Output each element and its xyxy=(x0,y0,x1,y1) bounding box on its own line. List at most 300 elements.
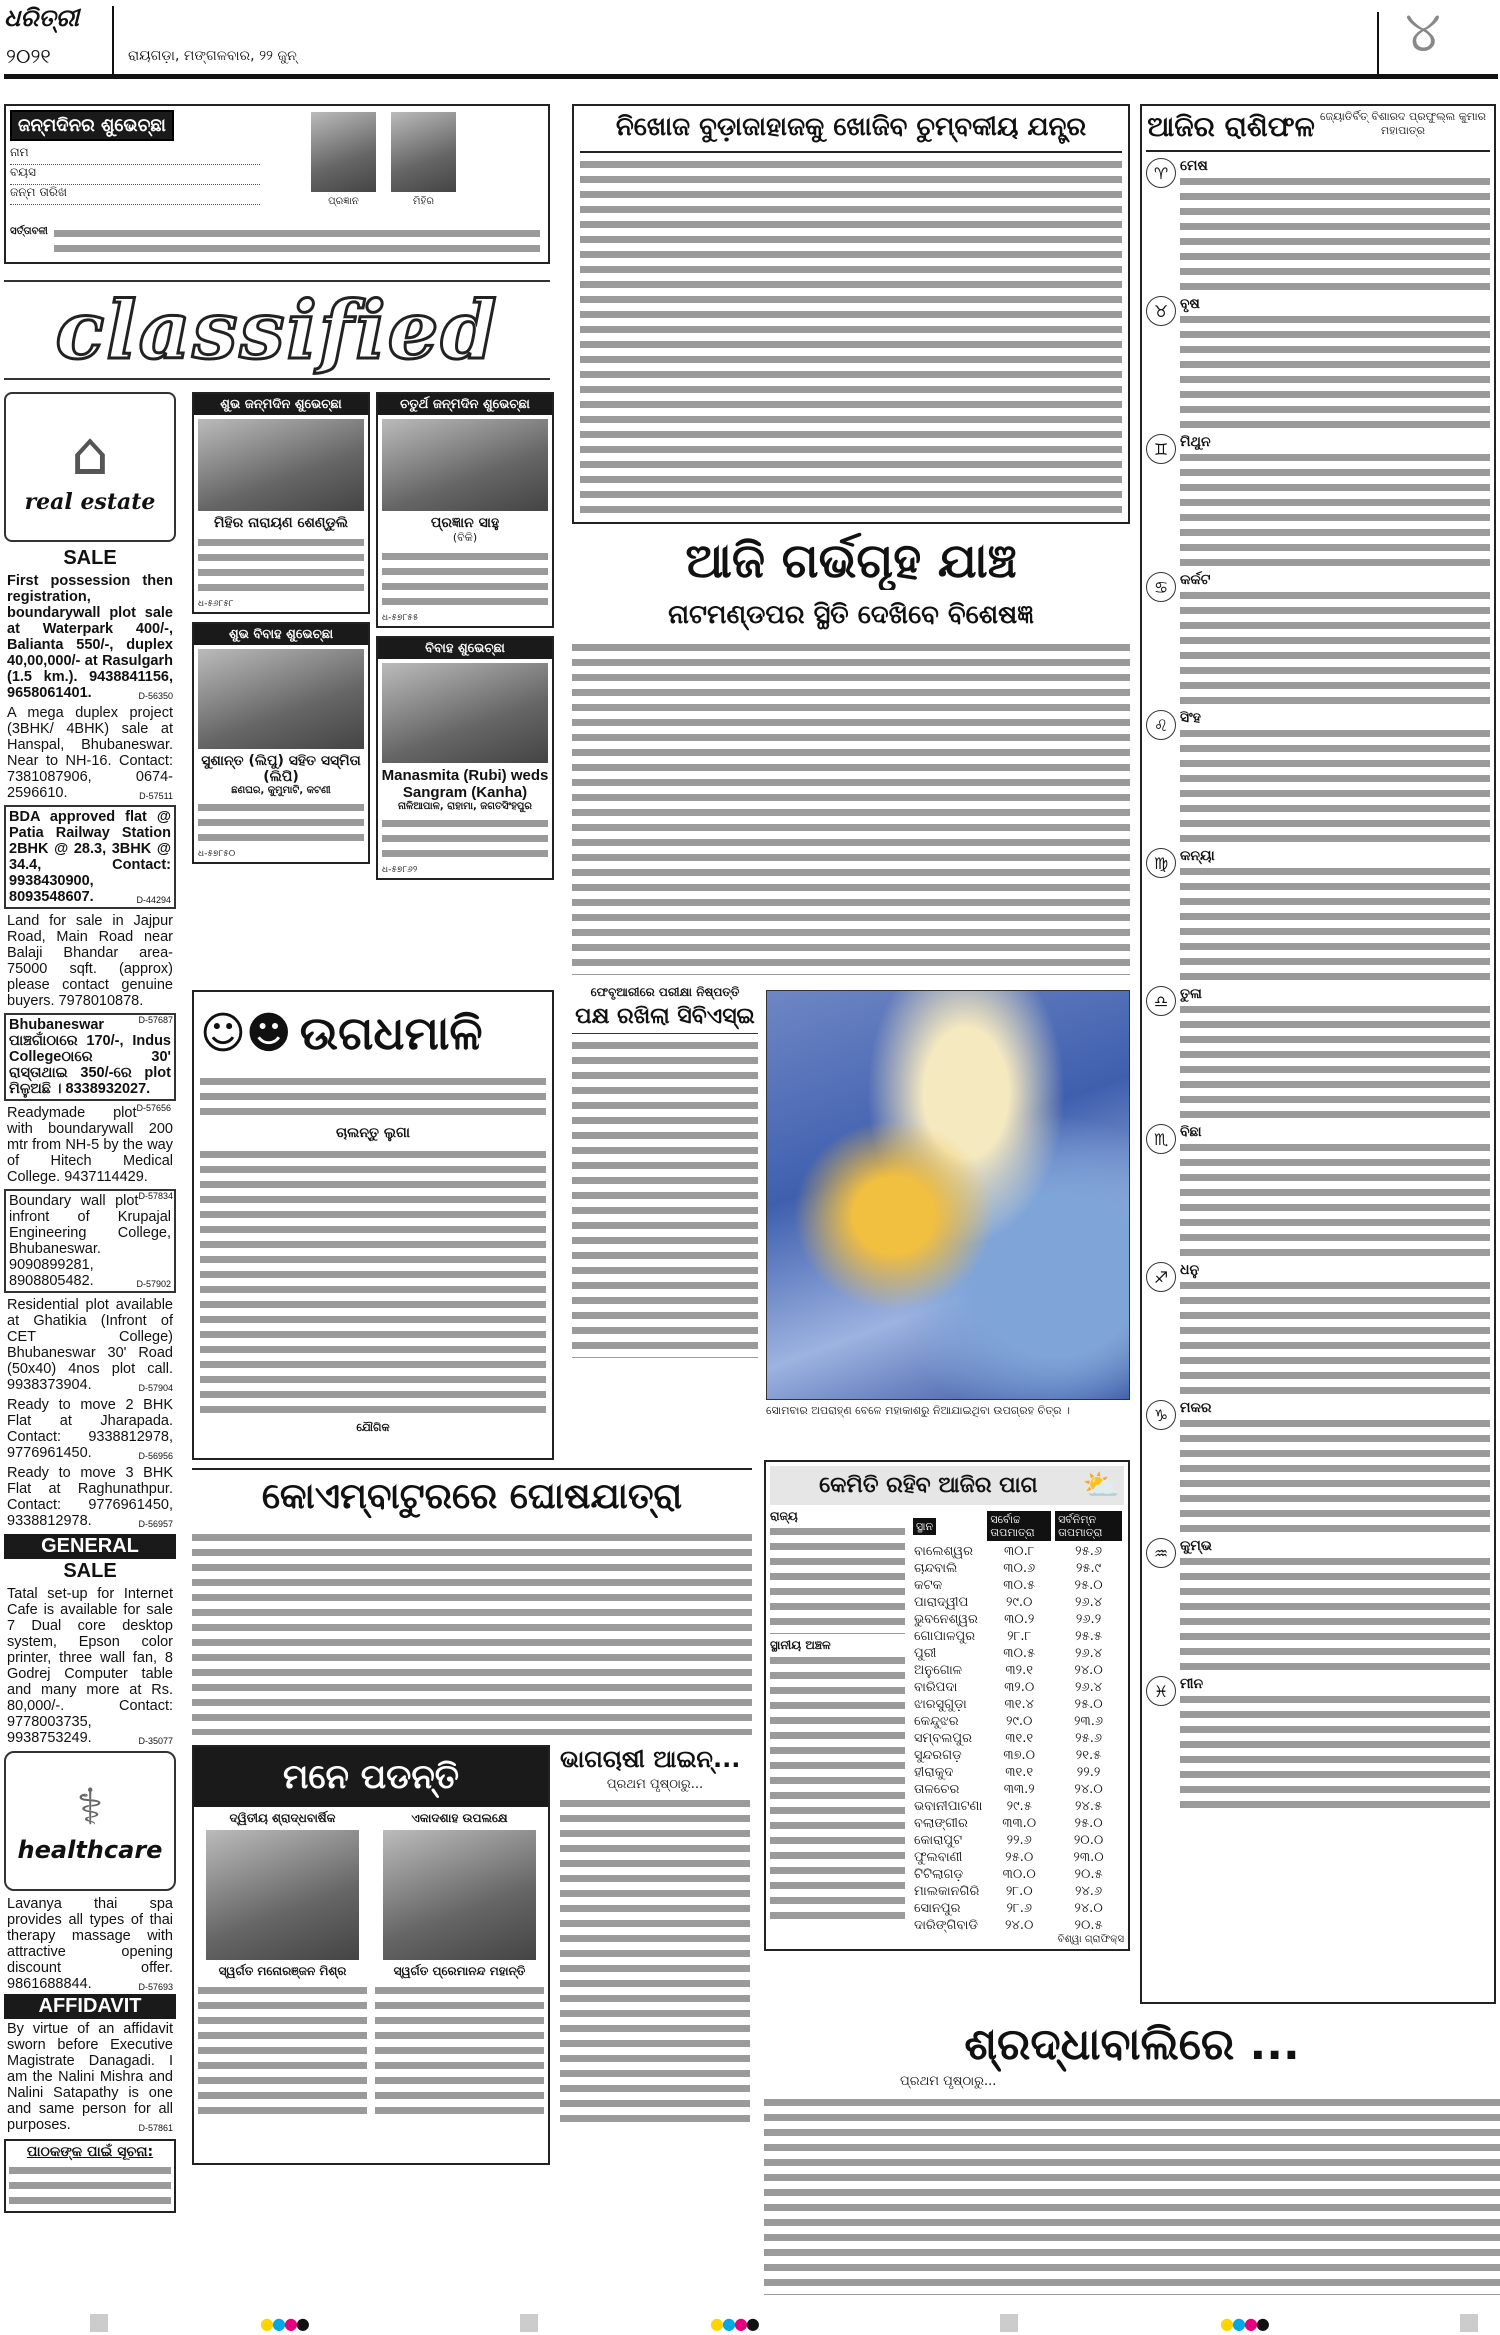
masthead-name: ଧରିତ୍ରୀ xyxy=(4,4,79,32)
zodiac-icon: ♒ xyxy=(1146,1538,1176,1568)
place-name: ବଲାଙ୍ଗୀର xyxy=(914,1816,968,1831)
rashi-name: କର୍କଟ xyxy=(1180,572,1211,588)
weather-credit: ବିଶ୍ୱା ଗ୍ରାଫିକ୍ସ xyxy=(1057,1934,1124,1945)
temperature: ୨୫.୦ xyxy=(1074,1578,1103,1593)
classifieds-column xyxy=(4,392,176,2213)
ad-text: Bhubaneswar ପାଞ୍ଚଗାଁଠାରେ 170/-, Indus Collegeଠାରେ 30' ରାସ୍ତାଥାଇ 350/-ରେ plot ମିଳୁଅଛି । 8338932027. xyxy=(9,1017,171,1097)
temperature: ୨୦.୫ xyxy=(1074,1867,1103,1882)
temperature: ୨୪.୬ xyxy=(1075,1884,1103,1899)
classified-logo: classified xyxy=(55,283,499,377)
ad-code: D-57904 xyxy=(138,1383,173,1393)
obituary-header: ଦ୍ୱିତୀୟ ଶ୍ରାଦ୍ଧବାର୍ଷିକ xyxy=(229,1811,336,1825)
rashi-entry xyxy=(1146,1124,1490,1258)
rashi-entry xyxy=(1146,710,1490,844)
temperature: ୨୨.୬ xyxy=(1006,1833,1032,1848)
weather-row xyxy=(911,1543,1124,1560)
zodiac-icon: ♋ xyxy=(1146,572,1176,602)
rashi-name: ମେଷ xyxy=(1180,158,1208,174)
greetings-column xyxy=(376,392,554,880)
weather-title: କେମିତି ରହିବ ଆଜିର ପାଗ xyxy=(819,1473,1038,1498)
greeting-name: ସୁଶାନ୍ତ (ଲିପୁ) ସହିତ ସସ୍ମିତା (ଲିପି) xyxy=(201,753,361,785)
rashi-entry xyxy=(1146,1676,1490,1810)
zodiac-icon: ♈ xyxy=(1146,158,1176,188)
form-note xyxy=(54,226,540,256)
reader-notice-body xyxy=(9,2163,171,2208)
photo xyxy=(382,419,548,511)
ad-code: D-35077 xyxy=(138,1736,173,1746)
reader-notice xyxy=(4,2139,176,2213)
divider xyxy=(1377,12,1379,76)
obituary-name: ସ୍ୱର୍ଗତ ମନୋରଞ୍ଜନ ମିଶ୍ର xyxy=(218,1964,347,1978)
temperature: ୨୬.୪ xyxy=(1075,1646,1103,1661)
weather-row xyxy=(911,1866,1124,1883)
divider xyxy=(112,6,114,76)
real-estate-label: real estate xyxy=(24,489,156,515)
weather-header-label: ସର୍ବନିମ୍ନ ତାପମାତ୍ରା xyxy=(1055,1511,1122,1541)
rashi-entry xyxy=(1146,986,1490,1120)
place-name: ତାଳଚେର xyxy=(914,1782,960,1797)
ugadhamali-title: ଉଗଧମାଳି xyxy=(299,1006,483,1060)
rashi-entry xyxy=(1146,434,1490,568)
photo xyxy=(198,649,364,749)
rashi-name: କନ୍ୟା xyxy=(1180,848,1215,864)
place-name: ଦାରିଙ୍ଗିବାଡି xyxy=(914,1918,978,1933)
weather-row xyxy=(911,1747,1124,1764)
classified-ad xyxy=(4,805,176,909)
rashi-text xyxy=(1180,1002,1490,1120)
stethoscope-icon: ⚕ xyxy=(76,1778,104,1836)
reader-notice-title: ପାଠକଙ୍କ ପାଇଁ ସୂଚନା: xyxy=(26,2144,154,2160)
temperature: ୩୦.୦ xyxy=(1002,1867,1036,1882)
ad-code: D-57861 xyxy=(138,2123,173,2133)
rashi-name: ସିଂହ xyxy=(1180,710,1201,726)
ad-text: Lavanya thai spa provides all types of thai therapy massage with attractive opening discount offer. 9861688844. xyxy=(7,1896,173,1992)
weather-state-label: ରାଜ୍ୟ xyxy=(770,1509,798,1523)
temperature: ୨୪.୦ xyxy=(1074,1901,1103,1916)
rashi-name: ତୁଳା xyxy=(1180,986,1202,1002)
place-name: ପୁରୀ xyxy=(914,1646,937,1661)
rashi-name: ବୃଷ xyxy=(1180,296,1200,312)
weather-row xyxy=(911,1883,1124,1900)
story-main xyxy=(572,104,1130,524)
temperature: ୨୪.୦ xyxy=(1005,1918,1034,1933)
place-name: ଭୁବନେଶ୍ୱର xyxy=(914,1612,978,1627)
temperature: ୩୨.୦ xyxy=(1004,1680,1035,1695)
weather-row xyxy=(911,1594,1124,1611)
photo-caption: ପ୍ରଜ୍ଞାନ xyxy=(328,196,359,207)
ad-code: ଧ-୫୭୮୫୫ xyxy=(382,613,419,623)
temperature: ୩୧.୧ xyxy=(1005,1765,1034,1780)
ad-text: Ready to move 2 BHK Flat at Jharapada. Contact: 9338812978, 9776961450. xyxy=(7,1397,173,1461)
ad-code: D-56350 xyxy=(138,691,173,701)
real-estate-logo xyxy=(4,392,176,542)
photo xyxy=(198,419,364,511)
rashi-entry xyxy=(1146,296,1490,430)
obituary-text xyxy=(375,1983,544,2118)
rashifal-title: ଆଜିର ରାଶିଫଳ xyxy=(1147,110,1315,143)
ad-code: D-56957 xyxy=(138,1519,173,1529)
ad-code: D-57511 xyxy=(139,791,173,801)
masthead-year: ୨୦୨୧ xyxy=(6,44,51,68)
greeting-text xyxy=(198,535,364,595)
rashi-entry xyxy=(1146,1262,1490,1396)
temperature: ୩୩.୨ xyxy=(1003,1782,1035,1797)
ad-text: BDA approved flat @ Patia Railway Station 2BHK @ 28.3, 3BHK @ 34.4, Contact: 9938430900, 8093548607. xyxy=(9,809,171,905)
classified-ad xyxy=(4,1395,176,1463)
place-name: ଗୋପାଳପୁର xyxy=(914,1629,976,1644)
rashi-entry xyxy=(1146,572,1490,706)
temperature: ୨୪.୦ xyxy=(1074,1663,1103,1678)
story-bhagachasi xyxy=(560,1745,750,2126)
zodiac-icon: ♐ xyxy=(1146,1262,1176,1292)
greeting-header: ଶୁଭ ବିବାହ ଶୁଭେଚ୍ଛା xyxy=(194,624,368,645)
zodiac-icon: ♓ xyxy=(1146,1676,1176,1706)
story-text xyxy=(572,640,1130,975)
temperature: ୨୪.୦ xyxy=(1074,1782,1103,1797)
temperature: ୩୦.୫ xyxy=(1003,1578,1036,1593)
greeting-ad xyxy=(192,622,370,864)
weather-row xyxy=(911,1713,1124,1730)
place-name: ବାରିପଦା xyxy=(914,1680,958,1695)
weather-table xyxy=(911,1509,1124,1934)
weather-text xyxy=(770,1524,905,1634)
ad-code: D-44294 xyxy=(136,895,171,905)
classified-ad xyxy=(4,1295,176,1395)
weather-row xyxy=(911,1560,1124,1577)
classified-ad xyxy=(4,703,176,803)
classified-ad xyxy=(4,911,176,1025)
temperature: ୨୯.୫ xyxy=(1006,1799,1032,1814)
rashi-entry xyxy=(1146,848,1490,982)
weather-row xyxy=(911,1781,1124,1798)
obituary-name: ସ୍ୱର୍ଗତ ପ୍ରେମାନନ୍ଦ ମହାନ୍ତି xyxy=(393,1964,526,1978)
story-cbse xyxy=(572,985,758,1358)
classified-ad xyxy=(4,1103,176,1201)
photo xyxy=(382,663,548,763)
classified-ad xyxy=(4,571,176,703)
temperature: ୨୫.୦ xyxy=(1074,1697,1103,1712)
zodiac-icon: ♎ xyxy=(1146,986,1176,1016)
weather-row xyxy=(911,1832,1124,1849)
weather-text xyxy=(770,1653,905,1923)
greeting-text xyxy=(198,800,364,845)
masthead-rule xyxy=(4,74,1498,79)
weather-row xyxy=(911,1849,1124,1866)
temperature: ୨୧.୫ xyxy=(1075,1748,1102,1763)
rashi-text xyxy=(1180,588,1490,706)
headline-shraddha: ଶ୍ରଦ୍ଧାବାଲିରେ ... xyxy=(964,2019,1300,2070)
rashifal-box xyxy=(1140,104,1496,2004)
classified-banner xyxy=(4,280,550,380)
ad-code: ଧ-୫୭୮୫୦ xyxy=(198,849,236,859)
jump-label: ପ୍ରଥମ ପୃଷ୍ଠାରୁ... xyxy=(900,2074,997,2089)
photo xyxy=(206,1830,359,1960)
form-field xyxy=(10,185,260,205)
temperature: ୩୭.୦ xyxy=(1003,1748,1036,1763)
zodiac-icon: ♍ xyxy=(1146,848,1176,878)
temperature: ୨୩.୦ xyxy=(1073,1850,1104,1865)
birthday-form-title: ଜନ୍ମଦିନର ଶୁଭେଚ୍ଛା xyxy=(10,110,174,141)
rashi-name: କୁମ୍ଭ xyxy=(1180,1538,1212,1554)
place-name: ସୋନପୁର xyxy=(914,1901,961,1916)
ad-text: By virtue of an affidavit sworn before Executive Magistrate Danagadi. I am the Nalini Mishra and Nalini Satapathy is one and same person for all purposes. xyxy=(7,2021,173,2133)
weather-row xyxy=(911,1798,1124,1815)
weather-row xyxy=(911,1764,1124,1781)
rashi-entry xyxy=(1146,1400,1490,1534)
photo-caption: ସୋମବାର ଅପରାହ୍ଣ ବେଳେ ମହାକାଶରୁ ନିଆଯାଇଥିବା ଉପଗ୍ରହ ଚିତ୍ର । xyxy=(766,1404,1070,1417)
temperature: ୨୫.୯ xyxy=(1075,1561,1102,1576)
story-text xyxy=(572,1038,758,1358)
column-text xyxy=(200,1074,546,1119)
section-affidavit: AFFIDAVIT xyxy=(4,1994,176,2019)
rashi-text xyxy=(1180,1278,1490,1396)
weather-row xyxy=(911,1815,1124,1832)
ad-code: ଧ-୫୬୮୫୮ xyxy=(198,599,234,609)
ad-code: D-57834 xyxy=(138,1191,173,1201)
temperature: ୨୮.୬ xyxy=(1006,1901,1032,1916)
place-name: ପାରାଦ୍ୱୀପ xyxy=(914,1595,969,1610)
temperature: ୨୩.୬ xyxy=(1074,1714,1104,1729)
place-name: ସୁନ୍ଦରଗଡ଼ xyxy=(914,1748,962,1763)
rashi-text xyxy=(1180,726,1490,844)
cartoon-icon: ☺☻ xyxy=(200,1007,292,1059)
ad-text: Boundary wall plot infront of Krupajal Engineering College, Bhubaneswar. 9090899281, 8908805482. xyxy=(9,1193,171,1289)
greeting-name: ପ୍ରଜ୍ଞାନ ସାହୁ xyxy=(430,515,500,531)
section-sale: SALE xyxy=(63,1560,117,1582)
headline-coimbatore: କୋଏମ୍ବାଟୁରରେ ଘୋଷଯାତ୍ରା xyxy=(192,1468,752,1518)
temperature: ୨୫.୦ xyxy=(1005,1850,1034,1865)
place-name: ଫୁଲବାଣୀ xyxy=(914,1850,963,1865)
temperature: ୩୧.୧ xyxy=(1005,1731,1034,1746)
house-icon: ⌂ xyxy=(70,419,110,489)
form-field-label: ନାମ xyxy=(10,145,29,159)
classified-ad xyxy=(4,1189,176,1293)
weather-row xyxy=(911,1900,1124,1917)
rashi-name: ମିଥୁନ xyxy=(1180,434,1211,450)
form-field-label: ଜନ୍ମ ତାରିଖ xyxy=(10,185,67,199)
greeting-ad xyxy=(376,636,554,880)
ad-code: D-57687 xyxy=(138,1015,173,1025)
photo xyxy=(311,112,376,192)
obituary-box xyxy=(192,1745,550,2165)
rashi-text xyxy=(1180,864,1490,982)
temperature: ୨୫.୦ xyxy=(1074,1816,1103,1831)
greeting-ad xyxy=(376,392,554,628)
weather-box xyxy=(764,1460,1130,1951)
form-field xyxy=(10,145,260,165)
birthday-form xyxy=(4,104,550,264)
ad-code: ଧ-୫୭୮୬୨ xyxy=(382,865,418,875)
weather-row xyxy=(911,1662,1124,1679)
rashi-name: ଧନୁ xyxy=(1180,1262,1200,1278)
temperature: ୩୧.୪ xyxy=(1004,1697,1034,1712)
ugadhamali-subtitle: ଚାଲନ୍ତୁ ଲୁଗା xyxy=(336,1125,410,1141)
photo xyxy=(391,112,456,192)
rashi-text xyxy=(1180,1140,1490,1258)
temperature: ୨୬.୨ xyxy=(1075,1612,1102,1627)
obituary xyxy=(371,1807,548,2122)
place-name: ଚାନ୍ଦବାଲି xyxy=(914,1561,958,1576)
healthcare-logo xyxy=(4,1751,176,1891)
rashi-name: ବିଛା xyxy=(1180,1124,1202,1140)
ad-text: Readymade plot with boundarywall 200 mtr from NH-5 by the way of Hitech Medical College. 9437114429. xyxy=(7,1105,173,1185)
temperature: ୨୮.୮ xyxy=(1007,1629,1032,1644)
weather-row xyxy=(911,1611,1124,1628)
ad-text: A mega duplex project (3BHK/ 4BHK) sale at Hanspal, Bhubaneswar. Near to NH-16. Contact: 7381087906, 0674-2596610. xyxy=(7,705,173,801)
classified-ad xyxy=(4,1894,176,1994)
temperature: ୩୦.୬ xyxy=(1003,1561,1036,1576)
ugadhamali-box xyxy=(192,990,554,1460)
classified-ad xyxy=(4,1013,176,1113)
weather-row xyxy=(911,1730,1124,1747)
temperature: ୨୬.୪ xyxy=(1075,1595,1103,1610)
weather-row xyxy=(911,1628,1124,1645)
zodiac-icon: ♌ xyxy=(1146,710,1176,740)
place-name: ଅନୁଗୋଳ xyxy=(914,1663,963,1678)
zodiac-icon: ♉ xyxy=(1146,296,1176,326)
rashi-name: ମୀନ xyxy=(1180,1676,1204,1692)
greeting-place: ନାଳିଆପାଳ, ରାହାମା, ଜଗତସିଂହପୁର xyxy=(397,801,532,812)
greeting-nickname: (ବିକି) xyxy=(452,531,478,544)
story-text xyxy=(192,1530,752,1735)
ad-text: Tatal set-up for Internet Cafe is available for sale 7 Dual core desktop system, Epson color printer, three wall fan, 8 Godrej Computer table and many more at Rs. 80,000/-. Contact: 9778003735, 9938753249. xyxy=(7,1586,173,1746)
weather-header xyxy=(985,1509,1053,1543)
ad-text: Ready to move 3 BHK Flat at Raghunathpur. Contact: 9776961450, 9338812978. xyxy=(7,1465,173,1529)
temperature: ୩୦.୨ xyxy=(1004,1612,1035,1627)
place-name: ଟିଟିଲାଗଡ଼ xyxy=(914,1867,964,1882)
temperature: ୨୨.୨ xyxy=(1076,1765,1101,1780)
temperature: ୨୫.୬ xyxy=(1075,1544,1102,1559)
greeting-text xyxy=(382,549,548,609)
greeting-ad xyxy=(192,392,370,614)
form-field xyxy=(10,165,260,185)
rashi-entry xyxy=(1146,158,1490,292)
satellite-photo xyxy=(766,990,1130,1400)
greeting-header: ବିବାହ ଶୁଭେଚ୍ଛା xyxy=(378,638,552,659)
greeting-header: ଶୁଭ ଜନ୍ମଦିନ ଶୁଭେଚ୍ଛା xyxy=(194,394,368,415)
astrologer: ଜ୍ୟୋତିର୍ବିତ୍ ବିଶାରଦ ପ୍ରଫୁଲ୍ଲ କୁମାର ମହାପାତ୍ର xyxy=(1320,110,1486,137)
jump-label: ପ୍ରଥମ ପୃଷ୍ଠାରୁ... xyxy=(606,1777,704,1792)
story-text xyxy=(764,2095,1500,2295)
greetings-column xyxy=(192,392,370,864)
zodiac-icon: ♏ xyxy=(1146,1124,1176,1154)
greeting-place: ଛଣଘର, କୁମୁମାଟି, କଟଣୀ xyxy=(231,785,331,796)
classified-ad xyxy=(4,2019,176,2135)
obituary-text xyxy=(198,1983,367,2118)
temperature: ୩୩.୦ xyxy=(1002,1816,1037,1831)
obituary xyxy=(194,1807,371,2122)
ad-code: D-57902 xyxy=(136,1279,171,1289)
greeting-text xyxy=(382,816,548,861)
form-field-label: ବୟସ xyxy=(10,165,36,179)
place-name: ହୀରାକୁଦ xyxy=(914,1765,954,1780)
ad-text: First possession then registration, boundarywall plot sale at Waterpark 400/-, Balianta 550/-, duplex 40,00,000/- at Rasulgarh (1.5 km.). 9438841156, 9658061401. xyxy=(7,573,173,701)
weather-row xyxy=(911,1645,1124,1662)
color-registration-marks: ●●●● ●●●● ●●●● xyxy=(0,2314,1500,2332)
weather-row xyxy=(911,1917,1124,1934)
temperature: ୨୬.୪ xyxy=(1075,1680,1103,1695)
temperature: ୨୯.୦ xyxy=(1005,1714,1033,1729)
rashi-text xyxy=(1180,1554,1490,1672)
place-name: ଭବାନୀପାଟଣା xyxy=(914,1799,983,1814)
temperature: ୩୦.୫ xyxy=(1003,1646,1036,1661)
dateline: ରାୟଗଡ଼ା, ମଙ୍ଗଳବାର, ୨୨ ଜୁନ୍ xyxy=(128,48,297,64)
rashi-text xyxy=(1180,312,1490,430)
healthcare-label: healthcare xyxy=(17,1836,163,1864)
column-text xyxy=(200,1147,546,1417)
rashi-text xyxy=(1180,174,1490,292)
story-text xyxy=(560,1796,750,2126)
masthead xyxy=(0,0,1500,80)
place-name: ବାଲେଶ୍ୱର xyxy=(914,1544,973,1559)
greeting-header: ଚତୁର୍ଥ ଜନ୍ମଦିନ ଶୁଭେଚ୍ଛା xyxy=(378,394,552,415)
ad-text: Residential plot available at Ghatikia (Infront of CET College) Bhubaneswar 30' Road (50x40) 4nos plot call. 9938373904. xyxy=(7,1297,173,1393)
weather-row xyxy=(911,1696,1124,1713)
classified-ad xyxy=(4,1463,176,1531)
kicker: ଫେବୃଆରୀରେ ପରୀକ୍ଷା ନିଷ୍ପତ୍ତି xyxy=(590,985,740,999)
headline: ଭାଗଚାଷୀ ଆଇନ୍‌... xyxy=(560,1745,741,1773)
weather-local-label: ସ୍ଥାନୀୟ ଅଞ୍ଚଳ xyxy=(770,1638,831,1652)
photo-caption: ମିହିର xyxy=(413,196,434,207)
temperature: ୨୮.୦ xyxy=(1005,1884,1033,1899)
lead-headline: ଆଜି ଗର୍ଭଗୃହ ଯାଞ୍ଚ xyxy=(685,533,1017,589)
temperature: ୨୯.୦ xyxy=(1005,1595,1033,1610)
temperature: ୨୪.୫ xyxy=(1075,1799,1103,1814)
weather-header-label: ସ୍ଥାନ xyxy=(913,1518,936,1535)
temperature: ୨୦.୦ xyxy=(1073,1833,1104,1848)
weather-header xyxy=(911,1509,985,1543)
page-number: ୪ xyxy=(1405,0,1441,65)
rashi-text xyxy=(1180,1692,1490,1810)
headline: ନିଖୋଜ ବୁଡ଼ାଜାହାଜକୁ ଖୋଜିବ ଚୁମ୍ବକୀୟ ଯନ୍ତ୍ର xyxy=(580,112,1122,153)
ad-text: Land for sale in Jajpur Road, Main Road near Balaji Bhandar area-75000 sqft. (approx) please contact genuine buyers. 7978010878. xyxy=(7,913,173,1009)
temperature: ୨୦.୫ xyxy=(1074,1918,1103,1933)
weather-icon: ⛅ xyxy=(1082,1468,1120,1503)
obituary-title: ମନେ ପଡନ୍ତି xyxy=(194,1747,548,1807)
rashi-text xyxy=(1180,1416,1490,1534)
form-note-label: ସର୍ତ୍ତାବଳୀ xyxy=(10,226,48,237)
temperature: ୩୦.୮ xyxy=(1003,1544,1035,1559)
classified-ad xyxy=(4,1584,176,1748)
weather-row xyxy=(911,1679,1124,1696)
place-name: ମାଲକାନଗିରି xyxy=(914,1884,980,1899)
zodiac-icon: ♑ xyxy=(1146,1400,1176,1430)
lead-subheadline: ନାଟମଣ୍ଡପର ସ୍ଥିତି ଦେଖିବେ ବିଶେଷଜ୍ଞ xyxy=(668,600,1034,630)
place-name: କେନ୍ଦୁଝର xyxy=(914,1714,959,1729)
place-name: ଝାରସୁଗୁଡ଼ା xyxy=(914,1697,967,1712)
headline: ପକ୍ଷ ରଖିଲା ସିବିଏସ୍‌ଇ xyxy=(572,1000,758,1034)
section-general: GENERAL xyxy=(4,1534,176,1559)
weather-row xyxy=(911,1577,1124,1594)
ad-code: D-57656 xyxy=(136,1103,171,1113)
obituary-header: ଏକାଦଶାହ ଉପଲକ୍ଷେ xyxy=(411,1811,508,1825)
temperature: ୨୫.୬ xyxy=(1075,1731,1102,1746)
temperature: ୩୨.୧ xyxy=(1005,1663,1034,1678)
greeting-name: Manasmita (Rubi) weds Sangram (Kanha) xyxy=(381,767,549,801)
photo xyxy=(383,1830,536,1960)
greeting-name: ମିହିର ନାରାୟଣ ଶେଣ୍ଡୁଲି xyxy=(213,515,349,531)
temperature: ୨୫.୫ xyxy=(1075,1629,1102,1644)
rashi-entry xyxy=(1146,1538,1490,1672)
weather-header xyxy=(1053,1509,1124,1543)
zodiac-icon: ♊ xyxy=(1146,434,1176,464)
place-name: କଟକ xyxy=(914,1578,943,1593)
place-name: କୋରାପୁଟ xyxy=(914,1833,963,1848)
ad-code: D-56956 xyxy=(138,1451,173,1461)
place-name: ସମ୍ବଲପୁର xyxy=(914,1731,972,1746)
byline: ଯୌଗିକ xyxy=(356,1421,390,1434)
ad-code: D-57693 xyxy=(138,1982,173,1992)
